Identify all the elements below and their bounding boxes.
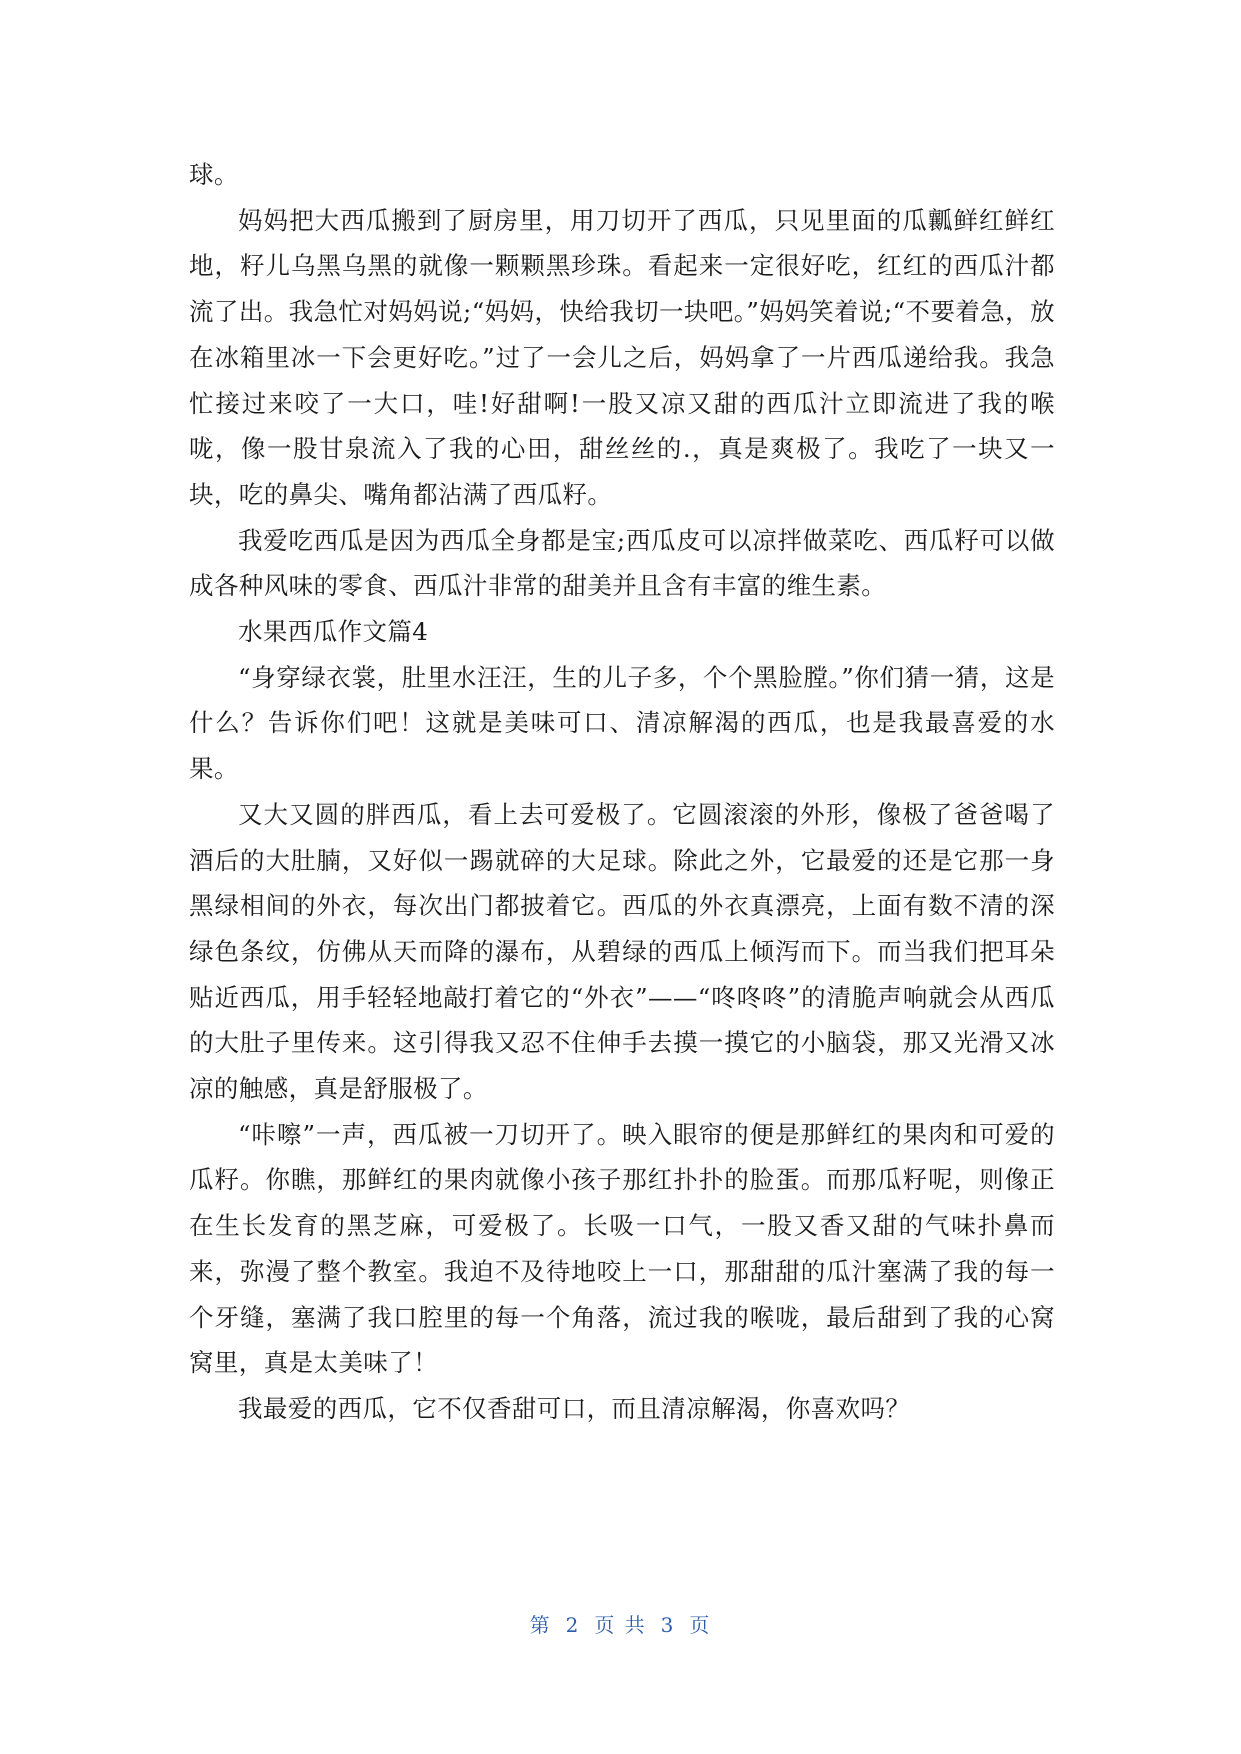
paragraph-continuation: 球。 — [189, 160, 239, 189]
page-footer — [0, 1609, 1241, 1638]
paragraph-cutting-watermelon: 妈妈把大西瓜搬到了厨房里，用刀切开了西瓜，只见里面的瓜瓤鲜红鲜红地，籽儿乌黑乌黑的就像一颗颗黑珍珠。看起来一定很好吃，红红的西瓜汁都流了出。我急忙对妈妈说;“妈妈，快给我切一块吧。”妈妈笑着说;“不要着急，放在冰箱里冰一下会更好吃。”过了一会儿之后，妈妈拿了一片西瓜递给我。我急忙接过来咬了一大口，哇!好甜啊!一股又凉又甜的西瓜汁立即流进了我的喉咙，像一股甘泉流入了我的心田，甜丝丝的.，真是爽极了。我吃了一块又一块，吃的鼻尖、嘴角都沾满了西瓜籽。 — [189, 205, 1055, 509]
footer-middle: 页 共 — [594, 1613, 647, 1637]
footer-current-page: 2 — [565, 1613, 581, 1637]
paragraph-watermelon-benefits: 我爱吃西瓜是因为西瓜全身都是宝;西瓜皮可以凉拌做菜吃、西瓜籽可以做成各种风味的零食、西瓜汁非常的甜美并且含有丰富的维生素。 — [189, 525, 1055, 601]
footer-prefix: 第 — [529, 1613, 552, 1637]
paragraph-riddle: “身穿绿衣裳，肚里水汪汪，生的儿子多，个个黑脸膛。”你们猜一猜，这是什么？告诉你们吧！这就是美味可口、清凉解渴的西瓜，也是我最喜爱的水果。 — [189, 662, 1055, 784]
footer-total-pages: 3 — [660, 1613, 676, 1637]
section-heading: 水果西瓜作文篇4 — [238, 617, 429, 647]
document-body — [189, 152, 1055, 1432]
paragraph-conclusion: 我最爱的西瓜，它不仅香甜可口，而且清凉解渴，你喜欢吗？ — [238, 1393, 911, 1423]
paragraph-appearance: 又大又圆的胖西瓜，看上去可爱极了。它圆滚滚的外形，像极了爸爸喝了酒后的大肚腩，又好似一踢就碎的大足球。除此之外，它最爱的还是它那一身黑绿相间的外衣，每次出门都披着它。西瓜的外衣真漂亮，上面有数不清的深绿色条纹，仿佛从天而降的瀑布，从碧绿的西瓜上倾泻而下。而当我们把耳朵贴近西瓜，用手轻轻地敲打着它的“外衣”——“咚咚咚”的清脆声响就会从西瓜的大肚子里传来。这引得我又忍不住伸手去摸一摸它的小脑袋，那又光滑又冰凉的触感，真是舒服极了。 — [189, 799, 1055, 1104]
footer-suffix: 页 — [689, 1613, 712, 1637]
paragraph-taste: “咔嚓”一声，西瓜被一刀切开了。映入眼帘的便是那鲜红的果肉和可爱的瓜籽。你瞧，那鲜红的果肉就像小孩子那红扑扑的脸蛋。而那瓜籽呢，则像正在生长发育的黑芝麻，可爱极了。长吸一口气，一股又香又甜的气味扑鼻而来，弥漫了整个教室。我迫不及待地咬上一口，那甜甜的瓜汁塞满了我的每一个牙缝，塞满了我口腔里的每一个角落，流过我的喉咙，最后甜到了我的心窝窝里，真是太美味了！ — [189, 1119, 1055, 1378]
